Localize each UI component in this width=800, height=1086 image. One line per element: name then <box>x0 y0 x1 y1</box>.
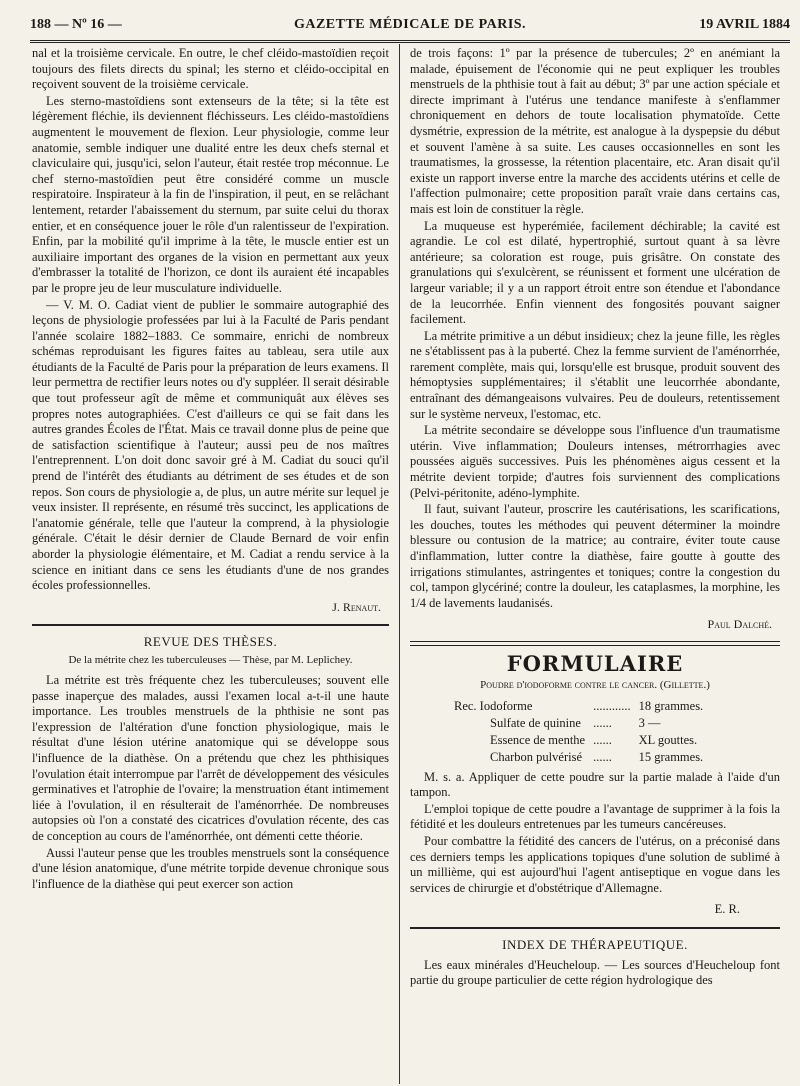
recipe-row <box>450 732 707 749</box>
recipe-table <box>450 698 707 766</box>
ingredient-name: Rec. Iodoforme <box>454 698 533 713</box>
paragraph: — V. M. O. Cadiat vient de publier le sommaire autographié des leçons de physiologie professées par lui à la Faculté de Paris pendant l'année scolaire 1882–1883. Ce sommaire, enrichi de nombreux schémas reproduisant les figures faites au tableau, sera utile aux étudiants de la Faculté de Paris pour la préparation de leurs examens. Il leur permettra de rectifier leurs notes ou d'y suppléer. Il serait désirable que tout professeur agît de même et communiquât aux élèves ses propres notes autographiées. C'est d'ailleurs ce qui se fait dans les autres grandes Écoles de l'État. Mais ce travail donne plus de peine que de satisfaction scientifique à l'auteur; aussi peu de nos maîtres l'entreprennent. L'on doit donc savoir gré à M. Cadiat du souci qu'il prend de l'intérêt des étudiants au détriment de ses études et de son repos. Son cours de physiologie a, de plus, un autre mérite sur lequel je veux insister. Il représente, en résumé très succinct, les applications de l'anatomie générale, telle que l'auteur la comprend, à la physiologie générale. C'était le désir dernier de Claude Bernard de voir enfin aborder la physiologie élémentaire, et M. Cadiat a rendu service à la science en initiant dans ce sens les étudiants d'une de nos grandes écoles professionnelles. <box>32 297 389 593</box>
paragraph: La muqueuse est hyperémiée, facilement déchirable; la cavité est agrandie. Le col est dilaté, hypertrophié, surtout quant à sa lèvre antérieure; sa coloration est rouge, puis grisâtre. On constate des granulations qui s'exulcèrent, se réunissent et forment une ulcération de largeur variable; il y a un rapport étroit entre son étendue et l'abondance de la leucorrhée. Enfin viennent des fongosités pouvant saigner facilement. <box>410 218 780 327</box>
paragraph: Il faut, suivant l'auteur, proscrire les cautérisations, les scarifications, les douches, toutes les méthodes qui peuvent déterminer la moindre blessure ou contusion de la matrice; au contraire, éviter toute cause d'inflammation, lutter contre la diathèse, faire goutte à goutte des irrigations stimulantes, astringentes et toniques; contre la congestion du col, tampon glycériné; contre la douleur, les cataplasmes, la morphine, les 1/4 de lavements laudanisés. <box>410 502 780 610</box>
ingredient-name: Sulfate de quinine <box>490 715 581 730</box>
recipe-row <box>450 749 707 766</box>
ingredient-name: Charbon pulvérisé <box>490 749 582 764</box>
section-title: INDEX DE THÉRAPEUTIQUE. <box>502 936 688 952</box>
paragraph: L'emploi topique de cette poudre a l'avantage de supprimer à la fois la fétidité et les douleurs entretenues par les tumeurs cancéreuses. <box>410 801 780 832</box>
section-rule <box>410 641 780 646</box>
paragraph: La métrite secondaire se développe sous l'influence d'un traumatisme utérin. Vive inflammation; Douleurs intenses, métrorrhagies avec poussées aiguës successives. Puis les phénomènes aigus cessent et la métrite devient torpide; d'autres fois surviennent des complications (Pelvi-péritonite, adéno-lymphite. <box>410 423 780 500</box>
author-signature: E. R. <box>714 902 740 917</box>
section-rule <box>410 927 780 929</box>
page-number: 188 — Nº 16 — <box>30 17 122 32</box>
leader-dots: ...... <box>593 732 612 747</box>
ingredient-name: Essence de menthe <box>490 732 586 747</box>
leader-dots: ...... <box>593 749 612 764</box>
paragraph: Pour combattre la fétidité des cancers de l'utérus, on a préconisé dans ces derniers temps les applications topiques d'une solution de sublimé à un millième, qui est aujourd'hui l'agent antiseptique en vogue dans les services de chirurgie et d'obstétrique d'Allemagne. <box>410 833 780 895</box>
paragraph: La métrite est très fréquente chez les tuberculeuses; souvent elle passe inaperçue des malades, aussi l'examen local a-t-il une haute importance. Les troubles menstruels de la phthisie ne sont pas l'expression de l'altération d'une fonction physiologique, mais le résultat d'une lésion utérine anatomique qui se développe sous l'influence de la diathèse. On a prétendu que chez les phthisiques l'ovulation était interrompue par l'arrêt de développement des vésicules germinatives et l'atrophie de l'ovaire; la menstruation étant intimement liée à l'ovulation, il en résulterait de l'aménorrhée. De nombreuses autopsies où l'on a constaté des cicatrices d'ovulation récente, des cas de conception au cours de l'aménorrhée, ont démenti cette théorie. <box>32 672 389 843</box>
section-title: REVUE DES THÈSES. <box>143 634 278 650</box>
paragraph: Les sterno-mastoïdiens sont extenseurs de la tête; si la tête est légèrement fléchie, ils deviennent fléchisseurs. Les cléido-mastoïdiens augmentent le mouvement de flexion. Leur physiologie, comme leur anatomie, semble indiquer une dualité entre les deux chefs sternal et claviculaire qui, jusqu'ici, selon l'auteur, était restée trop méconnue. Le chef sterno-mastoïdien peut être considéré comme un muscle respiratoire. Inspirateur à la fin de l'inspiration, il peut, en se relâchant lentement, retarder l'abaissement du sternum, par suite celui du thorax entier, et en conséquence jouer le rôle d'un ralentisseur de l'expiration. Enfin, par la mobilité qu'il imprime à la tête, le muscle entier est un auxiliaire important des organes de la vision en permettant aux yeux d'embrasser la totalité de l'horizon, ce dont ils auraient été incapables par le propre jeu de leur musculature individuelle. <box>32 93 389 295</box>
recipe-title: Poudre d'iodoforme contre le cancer. (Gillette.) <box>480 678 710 691</box>
paragraph: M. s. a. Appliquer de cette poudre sur la partie malade à l'aide d'un tampon. <box>410 769 780 800</box>
author-signature: Paul Dalché. <box>707 617 772 632</box>
paragraph: La métrite primitive a un début insidieux; chez la jeune fille, les règles ne s'établissent pas à la puberté. Chez la femme survient de l'aménorrhée, rarement complète, mais qui, lorsqu'elle est brusque, produit souvent des hémoptysies supplémentaires; il s'établit une leucorrhée abondante, entraînant des démangeaisons vulvaires. Peu de douleurs, retentissement sur le système nerveux, l'estomac, etc. <box>410 328 780 421</box>
paragraph: nal et la troisième cervicale. En outre, le chef cléido-mastoïdien reçoit toujours des filets directs du spinal; les sterno et cléido-occipital en reçoivent souvent de la troisième cervicale. <box>32 46 389 92</box>
section-subtitle: De la métrite chez les tuberculeuses — Thèse, par M. Leplichey. <box>68 653 353 666</box>
page-header <box>30 16 790 43</box>
ingredient-quantity: XL gouttes. <box>638 732 698 747</box>
author-signature: J. Renaut. <box>332 599 381 614</box>
recipe-row <box>450 698 707 715</box>
leader-dots: ...... <box>593 715 612 730</box>
ingredient-quantity: 3 — <box>638 715 661 730</box>
paragraph: de trois façons: 1º par la présence de tubercules; 2º en anémiant la malade, épuisement de l'économie qui ne peut expliquer les troubles menstruels de la phthisie tout à fait au début; 3º par une action spéciale et directe imprimant à l'utérus une tendance manifeste à s'enflammer chroniquement en dehors de toute localisation phymatoïde. Cette dysmétrie, expression de la métrite, est analogue à la dyspepsie du début et souvent l'amène à sa suite. Les causes occasionnelles en sont les traumatismes, la grossesse, la rétention placentaire, etc. Aran disait qu'il existe un rapport inverse entre la marche des accidents utérins et celle de l'affection pulmonaire; cette proposition paraît vraie dans certains cas, mais est loin de constituer la règle. <box>410 46 780 216</box>
paragraph: Aussi l'auteur pense que les troubles menstruels sont la conséquence d'une lésion anatomique, d'une métrite torpide devenue chronique sous l'influence de la diathèse qui peut exercer son action <box>32 845 389 891</box>
section-rule <box>32 624 389 626</box>
ingredient-quantity: 15 grammes. <box>638 749 704 764</box>
right-column <box>410 46 780 989</box>
column-divider <box>399 44 400 1084</box>
section-title-formulaire: FORMULAIRE <box>506 650 684 676</box>
left-column <box>32 46 389 892</box>
leader-dots: ............ <box>593 698 631 713</box>
recipe-row <box>450 715 707 732</box>
paragraph: Les eaux minérales d'Heucheloup. — Les sources d'Heucheloup font partie du groupe particulier de cette région hydrologique des <box>410 957 780 988</box>
issue-date: 19 AVRIL 1884 <box>699 17 790 32</box>
ingredient-quantity: 18 grammes. <box>638 698 704 713</box>
journal-title: GAZETTE MÉDICALE DE PARIS. <box>293 17 527 32</box>
